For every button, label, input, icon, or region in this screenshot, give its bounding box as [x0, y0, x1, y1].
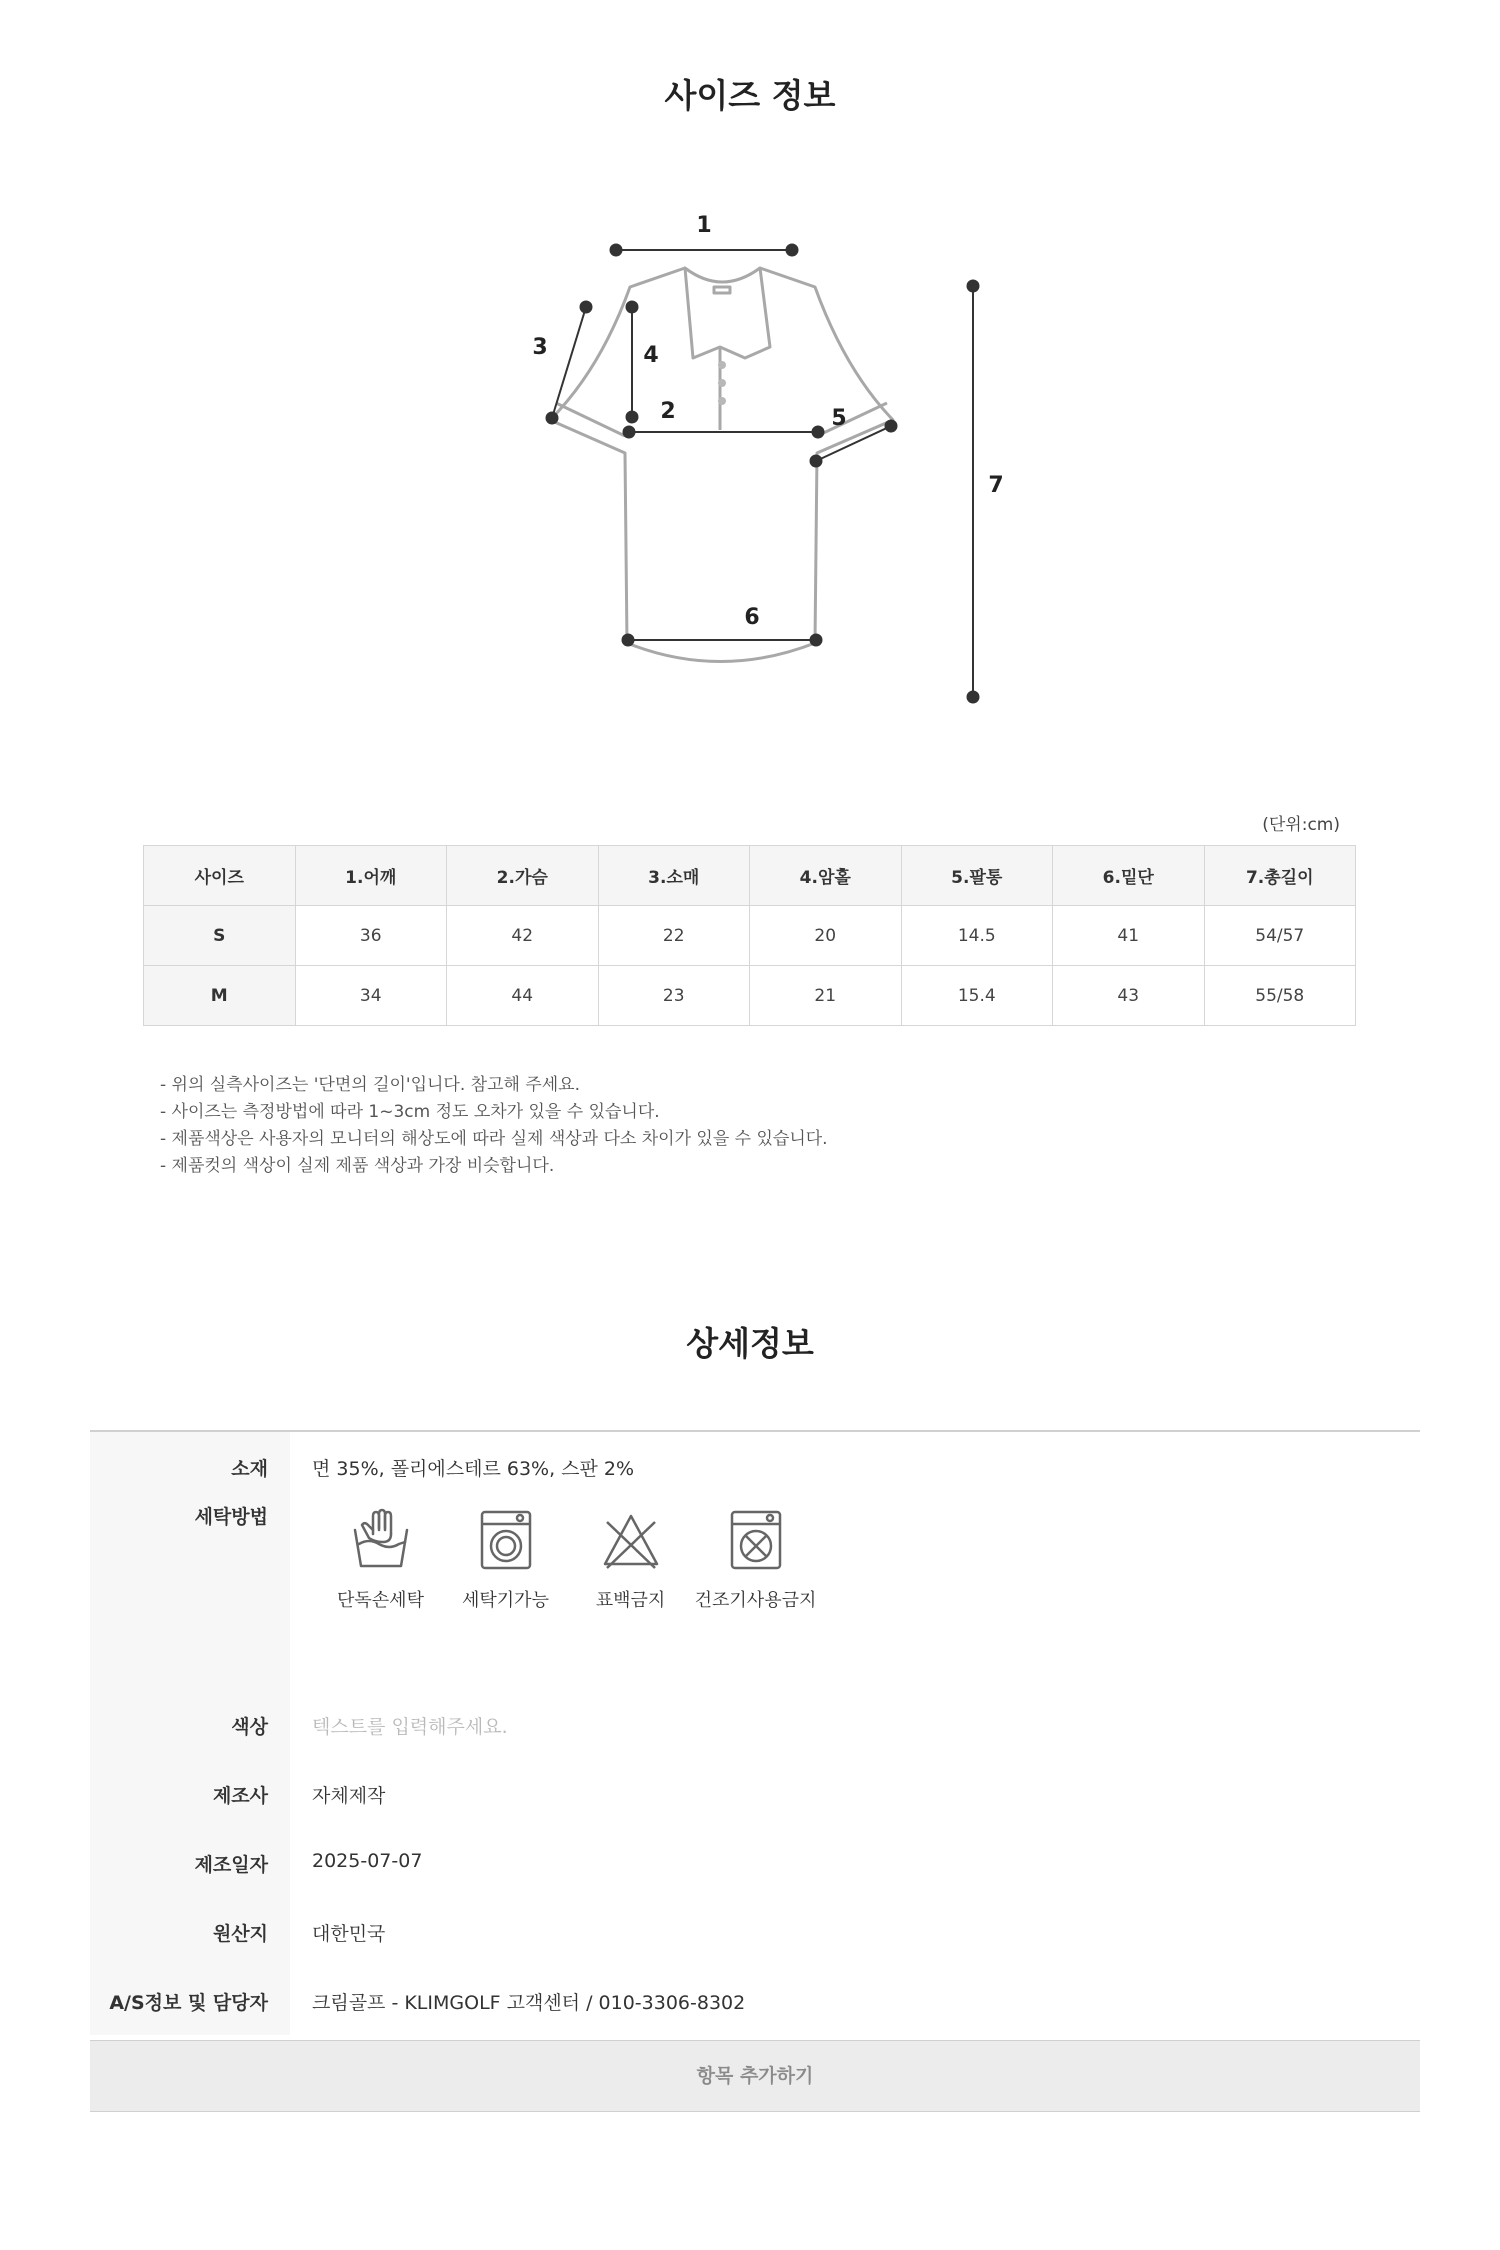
wash-option-hand-wash [312, 1508, 449, 1612]
table-cell: 44 [447, 966, 599, 1026]
table-cell: 14.5 [901, 906, 1053, 966]
placket-button [718, 379, 726, 387]
add-item-button[interactable]: 항목 추가하기 [90, 2040, 1420, 2112]
wash-option-no-bleach [562, 1508, 699, 1612]
column-header: 6.밑단 [1053, 846, 1205, 906]
dimension-label-1: 1 [696, 213, 712, 238]
size-notes [160, 1072, 828, 1180]
detail-label: A/S정보 및 담당자 [90, 1966, 290, 2035]
note-item: - 위의 실측사이즈는 '단면의 길이'입니다. 참고해 주세요. [160, 1075, 580, 1095]
unit-label: (단위:cm) [1262, 815, 1340, 835]
polo-shirt-measurement-diagram [500, 200, 1020, 720]
column-header: 3.소매 [598, 846, 750, 906]
row-size-label: S [144, 906, 296, 966]
table-cell: 21 [750, 966, 902, 1026]
no-bleach-icon [601, 1508, 661, 1572]
note-item: - 제품컷의 색상이 실제 제품 색상과 가장 비슷합니다. [160, 1156, 555, 1176]
detail-row-color [90, 1690, 1420, 1759]
wash-label: 단독손세탁 [337, 1590, 424, 1611]
detail-row-as-info [90, 1966, 1420, 2035]
column-header: 2.가슴 [447, 846, 599, 906]
hand-wash-icon [351, 1508, 411, 1572]
size-info-title: 사이즈 정보 [664, 76, 836, 115]
right-sleeve-cuff [817, 403, 887, 436]
table-cell: 42 [447, 906, 599, 966]
collar-outline [685, 268, 770, 358]
size-table [143, 845, 1356, 1026]
column-header: 1.어깨 [295, 846, 447, 906]
detail-label: 세탁방법 [90, 1490, 290, 1690]
dimension-label-2: 2 [660, 399, 676, 424]
shirt-outline [550, 268, 893, 662]
left-sleeve-cuff [556, 403, 625, 436]
table-header-row [144, 846, 1356, 906]
table-row [144, 906, 1356, 966]
detail-row-origin [90, 1897, 1420, 1966]
table-cell: 20 [750, 906, 902, 966]
table-cell: 23 [598, 966, 750, 1026]
detail-row-manufacturer [90, 1759, 1420, 1828]
table-cell: 36 [295, 906, 447, 966]
washing-icons-cell [290, 1490, 1420, 1690]
detail-label: 제조일자 [90, 1828, 290, 1897]
detail-label: 제조사 [90, 1759, 290, 1828]
table-cell: 54/57 [1204, 906, 1356, 966]
table-cell: 22 [598, 906, 750, 966]
dimension-label-7: 7 [988, 473, 1004, 498]
detail-label: 소재 [90, 1432, 290, 1490]
column-header: 7.총길이 [1204, 846, 1356, 906]
wash-label: 표백금지 [595, 1590, 666, 1611]
manufacture-date-value[interactable]: 2025-07-07 [312, 1850, 423, 1872]
origin-value[interactable]: 대한민국 [312, 1923, 386, 1945]
wash-option-no-dryer [687, 1508, 824, 1612]
table-cell: 15.4 [901, 966, 1053, 1026]
column-header: 사이즈 [144, 846, 296, 906]
table-cell: 43 [1053, 966, 1205, 1026]
as-info-value[interactable]: 크림골프 - KLIMGOLF 고객센터 / 010-3306-8302 [312, 1992, 746, 2014]
wash-label: 세탁기가능 [462, 1590, 549, 1611]
wash-label: 건조기사용금지 [694, 1590, 817, 1611]
detail-row-manufacture-date [90, 1828, 1420, 1897]
detail-label: 색상 [90, 1690, 290, 1759]
dimension-label-6: 6 [744, 605, 760, 630]
washing-machine-icon [476, 1508, 536, 1572]
column-header: 5.팔통 [901, 846, 1053, 906]
dimension-label-3: 3 [532, 335, 548, 360]
note-item: - 제품색상은 사용자의 모니터의 해상도에 따라 실제 색상과 다소 차이가 있을 수 있습니다. [160, 1129, 828, 1149]
manufacturer-value[interactable]: 자체제작 [312, 1785, 386, 1807]
color-input[interactable]: 텍스트를 입력해주세요. [312, 1716, 508, 1738]
table-row [144, 966, 1356, 1026]
wash-option-machine [437, 1508, 574, 1612]
dimension-label-4: 4 [643, 343, 659, 368]
collar-label [714, 287, 730, 293]
dimension-label-5: 5 [831, 406, 847, 431]
detail-info-table [90, 1430, 1420, 2035]
placket-button [718, 361, 726, 369]
column-header: 4.암홀 [750, 846, 902, 906]
placket-button [718, 397, 726, 405]
detail-row-washing [90, 1490, 1420, 1690]
detail-label: 원산지 [90, 1897, 290, 1966]
row-size-label: M [144, 966, 296, 1026]
no-dryer-icon [726, 1508, 786, 1572]
material-value[interactable]: 면 35%, 폴리에스테르 63%, 스판 2% [312, 1458, 635, 1480]
table-cell: 34 [295, 966, 447, 1026]
table-cell: 55/58 [1204, 966, 1356, 1026]
detail-row-material [90, 1432, 1420, 1490]
note-item: - 사이즈는 측정방법에 따라 1~3cm 정도 오차가 있을 수 있습니다. [160, 1102, 660, 1122]
detail-info-title: 상세정보 [686, 1324, 814, 1363]
table-cell: 41 [1053, 906, 1205, 966]
